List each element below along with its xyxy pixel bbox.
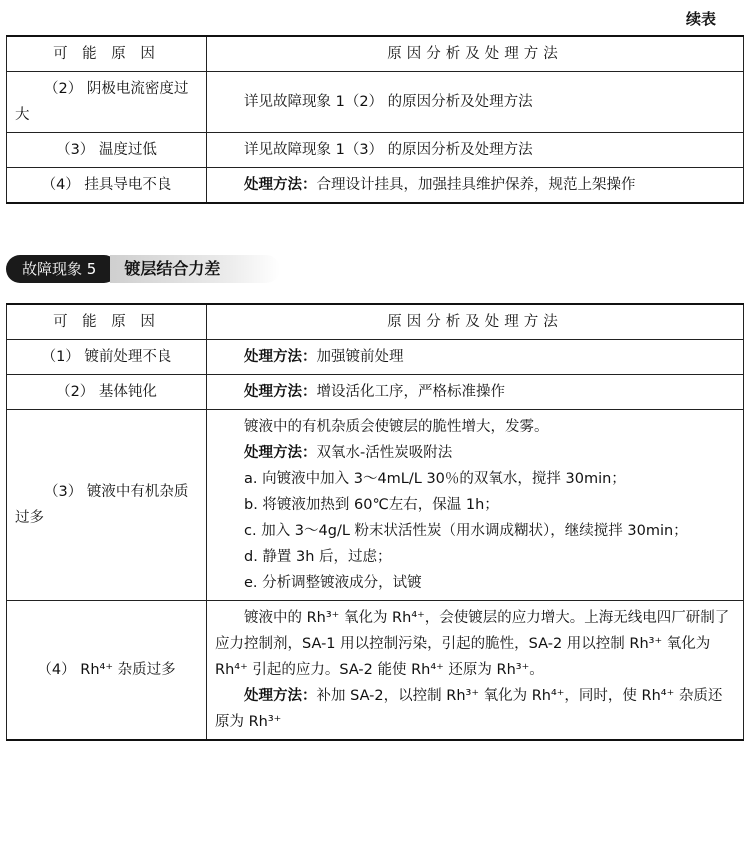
analysis-cell	[207, 375, 744, 410]
method-text: 补加 SA-2，以控制 Rh³⁺ 氧化为 Rh⁴⁺，同时，使 Rh⁴⁺ 杂质还原为 Rh³⁺	[215, 688, 723, 730]
analysis-cell	[207, 168, 744, 204]
causes-table-continued	[6, 35, 744, 204]
step-c: c. 加入 3～4g/L 粉末状活性炭（用水调成糊状），继续搅拌 30min；	[244, 523, 688, 539]
header-cause: 可 能 原 因	[7, 304, 207, 340]
analysis-cell	[207, 601, 744, 741]
step-b: b. 将镀液加热到 60℃左右，保温 1h；	[244, 497, 499, 513]
header-analysis: 原因分析及处理方法	[207, 36, 744, 72]
method-line	[215, 683, 735, 735]
causes-table	[6, 303, 744, 741]
cause-cell: （3） 镀液中有机杂质过多	[7, 410, 207, 601]
analysis-cell: 详见故障现象 1（3） 的原因分析及处理方法	[207, 133, 744, 168]
analysis-paragraph: 镀液中的 Rh³⁺ 氧化为 Rh⁴⁺，会使镀层的应力增大。上海无线电四厂研制了应力控制剂，SA-1 用以控制污染，引起的脆性，SA-2 用以控制 Rh³⁺ 氧化为 Rh⁴⁺ 引起的应力。SA-2 能使 Rh⁴⁺ 还原为 Rh³⁺。	[215, 610, 730, 678]
continued-label: 续表	[685, 10, 716, 28]
table-row	[7, 375, 744, 410]
analysis-cell	[207, 340, 744, 375]
cause-cell: （4） 挂具导电不良	[7, 168, 207, 204]
method-label: 处理方法：	[244, 445, 317, 461]
step-e: e. 分析调整镀液成分，试镀	[244, 575, 422, 591]
cause-cell: （2） 基体钝化	[7, 375, 207, 410]
method-label: 处理方法：	[244, 349, 317, 365]
method-label: 处理方法：	[244, 177, 317, 193]
table-row	[7, 340, 744, 375]
method-text: 加强镀前处理	[316, 349, 404, 365]
cause-cell: （2） 阴极电流密度过大	[7, 72, 207, 133]
table-row	[7, 410, 744, 601]
fault-banner	[6, 255, 280, 283]
method-text: 合理设计挂具，加强挂具维护保养，规范上架操作	[316, 177, 636, 193]
step-d: d. 静置 3h 后，过虑；	[244, 549, 392, 565]
fault-title: 镀层结合力差	[110, 255, 280, 283]
intro-text: 镀液中的有机杂质会使镀层的脆性增大，发雾。	[244, 419, 549, 435]
analysis-cell: 详见故障现象 1（2） 的原因分析及处理方法	[207, 72, 744, 133]
table-row	[7, 601, 744, 741]
cause-cell: （1） 镀前处理不良	[7, 340, 207, 375]
cause-cell: （3） 温度过低	[7, 133, 207, 168]
table-header-row	[7, 36, 744, 72]
table-header-row	[7, 304, 744, 340]
analysis-cell	[207, 410, 744, 601]
method-line	[215, 440, 735, 466]
header-cause: 可 能 原 因	[7, 36, 207, 72]
step-a: a. 向镀液中加入 3～4mL/L 30％的双氧水，搅拌 30min；	[244, 471, 626, 487]
header-analysis: 原因分析及处理方法	[207, 304, 744, 340]
fault-label: 故障现象 5	[6, 255, 118, 283]
cause-cell: （4） Rh⁴⁺ 杂质过多	[7, 601, 207, 741]
method-label: 处理方法：	[244, 688, 317, 704]
method-label: 处理方法：	[244, 384, 317, 400]
method-text: 增设活化工序，严格标准操作	[316, 384, 505, 400]
table-row	[7, 133, 744, 168]
table-row	[7, 168, 744, 204]
method-text: 双氧水-活性炭吸附法	[316, 445, 453, 461]
table-row	[7, 72, 744, 133]
